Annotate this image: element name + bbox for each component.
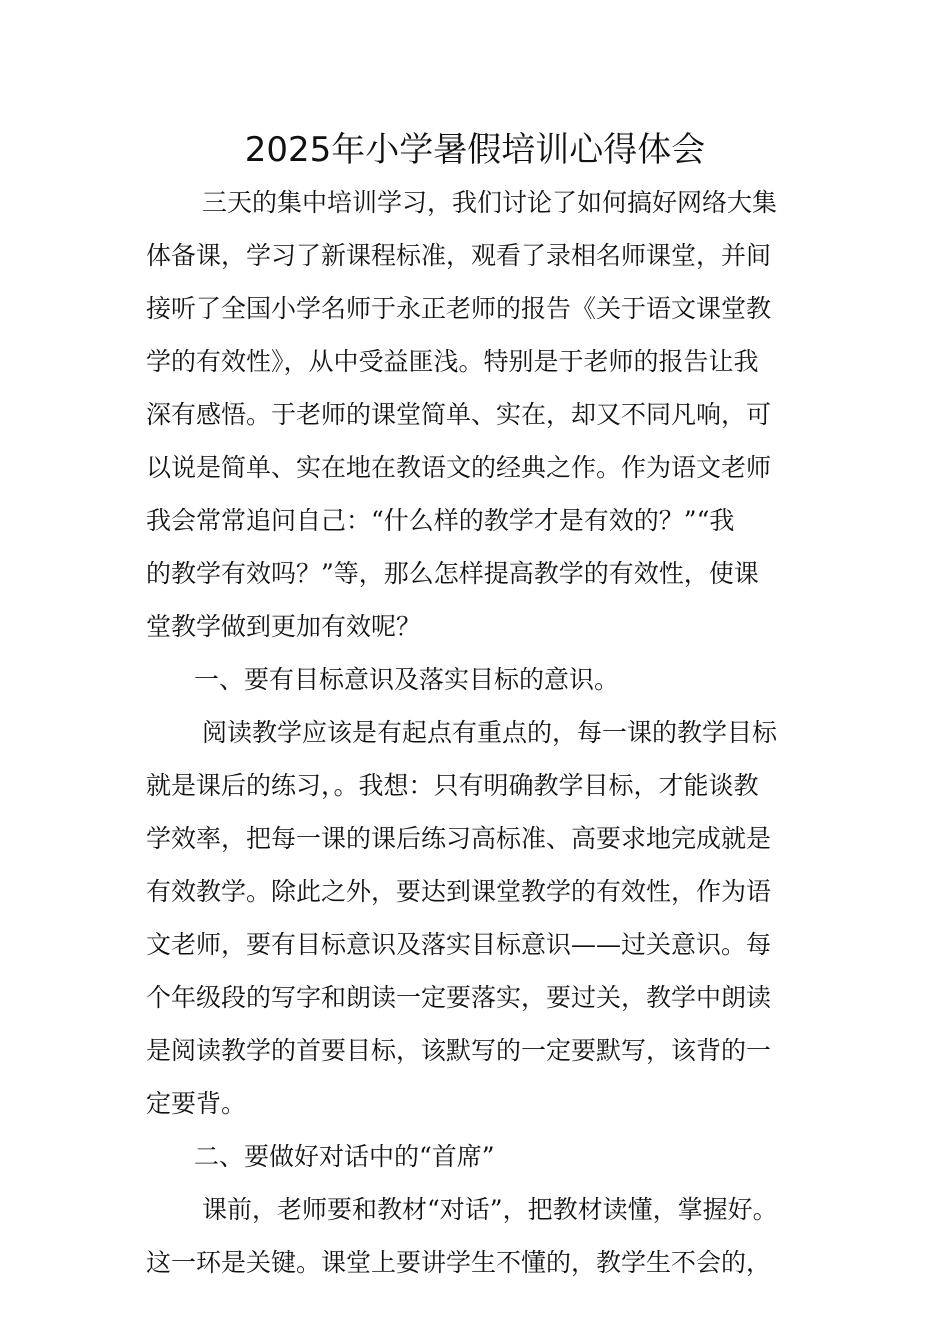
paragraph-line: 深有感悟。于老师的课堂简单、实在，却又不同凡响，可 bbox=[146, 400, 772, 429]
paragraph-line: 学效率，把每一课的课后练习高标准、高要求地完成就是 bbox=[146, 824, 772, 853]
paragraph-line: 定要背。 bbox=[146, 1089, 247, 1118]
paragraph-line: 个年级段的写字和朗读一定要落实，要过关，教学中朗读 bbox=[146, 983, 772, 1012]
paragraph-line: 是阅读教学的首要目标，该默写的一定要默写，该背的一 bbox=[146, 1036, 772, 1065]
paragraph-line: 有效教学。除此之外，要达到课堂教学的有效性，作为语 bbox=[146, 877, 772, 906]
paragraph-line: 我会常常追问自己：“什么样的教学才是有效的？”“我 bbox=[146, 506, 735, 535]
paragraph-line: 的教学有效吗？”等，那么怎样提高教学的有效性，使课 bbox=[146, 559, 759, 588]
paragraph-line: 三天的集中培训学习，我们讨论了如何搞好网络大集 bbox=[202, 188, 778, 217]
paragraph-line: 文老师，要有目标意识及落实目标意识——过关意识。每 bbox=[146, 930, 772, 959]
paragraph-line: 就是课后的练习，。我想：只有明确教学目标，才能谈教 bbox=[146, 771, 759, 800]
paragraph-line: 以说是简单、实在地在教语文的经典之作。作为语文老师 bbox=[146, 453, 772, 482]
paragraph-line: 体备课，学习了新课程标准，观看了录相名师课堂，并间 bbox=[146, 241, 772, 270]
paragraph-line: 堂教学做到更加有效呢？ bbox=[146, 612, 422, 641]
paragraph-line: 课前，老师要和教材“对话”，把教材读懂，掌握好。 bbox=[202, 1195, 778, 1224]
document-title: 2025年小学暑假培训心得体会 bbox=[244, 130, 706, 170]
paragraph-line: 阅读教学应该是有起点有重点的，每一课的教学目标 bbox=[202, 718, 778, 747]
paragraph-line: 这一环是关键。课堂上要讲学生不懂的，教学生不会的， bbox=[146, 1248, 772, 1277]
paragraph-line: 学的有效性》，从中受益匪浅。特别是于老师的报告让我 bbox=[146, 347, 759, 376]
paragraph-line: 接听了全国小学名师于永正老师的报告《关于语文课堂教 bbox=[146, 294, 772, 323]
document-body bbox=[146, 176, 818, 1289]
section-heading: 一、要有目标意识及落实目标的意识。 bbox=[194, 665, 620, 694]
section-heading: 二、要做好对话中的“首席” bbox=[194, 1142, 495, 1171]
